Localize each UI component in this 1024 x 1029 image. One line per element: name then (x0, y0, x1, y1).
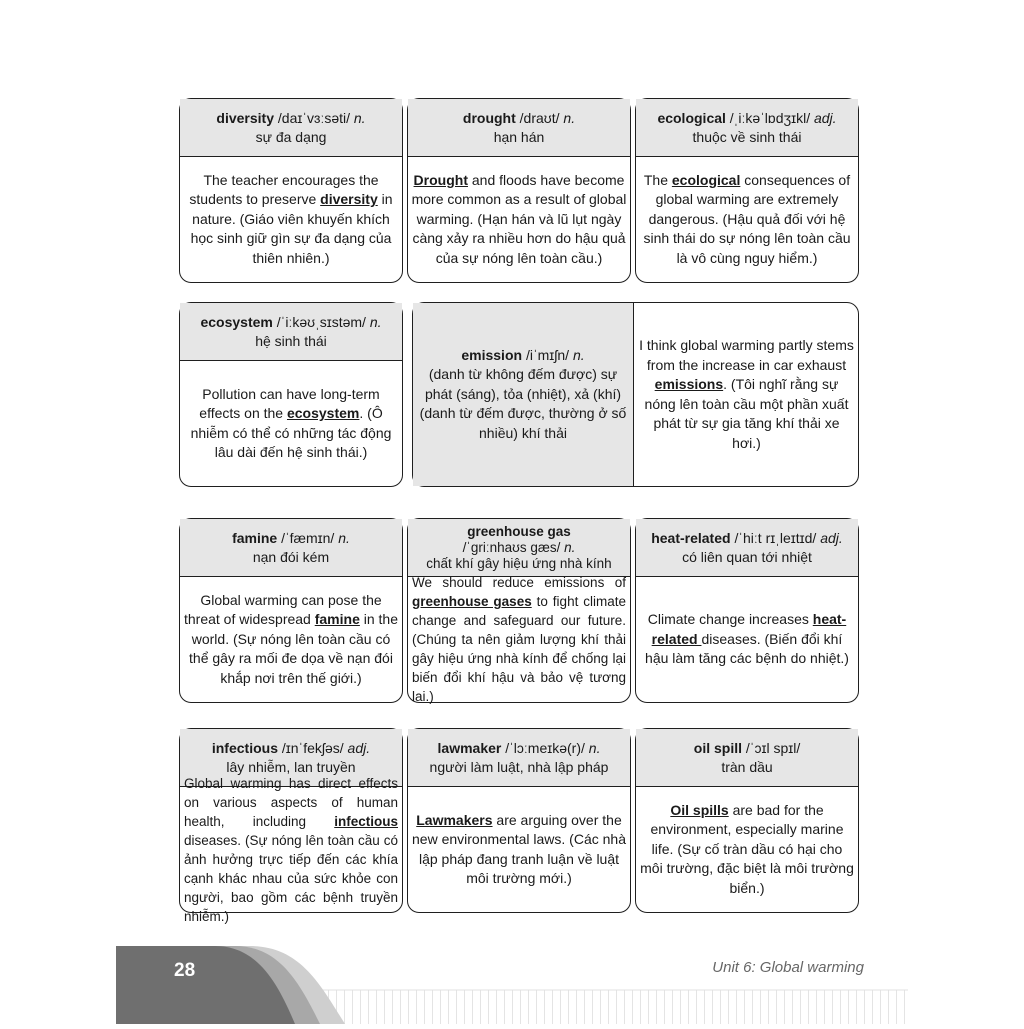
vocab-card-diversity (179, 98, 403, 283)
vocab-card-ecosystem (179, 302, 403, 487)
part-of-speech: adj. (347, 739, 371, 756)
phonetic: /ˈhiːt rɪˌleɪtɪd/ (730, 529, 821, 546)
phonetic: /ˈɡriːnhaʊs ɡæs/ (462, 539, 565, 555)
card-header (408, 729, 630, 787)
vocab-card-emission (412, 302, 859, 487)
example-sentence: Drought and floods have become more common as a result of global warming. (Hạn hán và lũ lụt ngày càng xảy ra nhiều hơn do hậu quả của sự nóng lên toàn cầu.) (411, 171, 627, 266)
card-header (180, 99, 402, 157)
meaning: thuộc về sinh thái (692, 128, 802, 145)
phonetic: /ˈlɔːmeɪkə(r)/ (501, 739, 589, 756)
part-of-speech: n. (563, 109, 576, 126)
vocab-card-heat-related (635, 518, 859, 703)
phonetic: /iˈmɪʃn/ (522, 346, 573, 363)
vocab-word: ecosystem (200, 313, 273, 330)
example-sentence: Pollution can have long-term effects on the ecosystem. (Ô nhiễm có thể có những tác động lâu dài đến hệ sinh thái.) (190, 385, 392, 460)
meaning: người làm luật, nhà lập pháp (429, 758, 609, 775)
part-of-speech: n. (572, 346, 585, 363)
example-sentence: Oil spills are bad for the environment, especially marine life. (Sự cố tràn dầu có hại cho môi trường, đặc biệt là môi trường biển.) (640, 801, 854, 896)
keyword: Drought (413, 171, 468, 188)
keyword: ecological (671, 171, 741, 188)
meaning: nạn đói kém (252, 548, 330, 565)
meaning: hạn hán (493, 128, 545, 145)
meaning: hệ sinh thái (255, 332, 327, 349)
keyword: greenhouse gases (412, 594, 532, 609)
vocab-word: drought (462, 109, 516, 126)
card-header (180, 303, 402, 361)
vocab-word: famine (232, 529, 278, 546)
card-header (408, 519, 630, 577)
meaning: (danh từ không đếm được) sự phát (sáng), tỏa (nhiệt), xả (khí) (danh từ đếm được, thường ở số nhiều) khí thải (419, 366, 627, 441)
example-sentence: The ecological consequences of global warming are extremely dangerous. (Hậu quả đối với hệ sinh thái do sự nóng lên toàn cầu là vô cùng nguy hiểm.) (643, 171, 851, 266)
card-header (180, 519, 402, 577)
phonetic: /ˌiːkəˈlɒdʒɪkl/ (725, 109, 814, 126)
example-sentence: Global warming can pose the threat of widespread famine in the world. (Sự nóng lên toàn cầu có thể gây ra mối đe dọa về nạn đói khắp nơi trên thế giới.) (183, 591, 398, 686)
example-sentence: Global warming has direct effects on various aspects of human health, including infectious diseases. (Sự nóng lên toàn cầu có ảnh hưởng trực tiếp đến các khía cạnh khác nhau của sức khỏe con người, bao gồm các bệnh truyền nhiễm.) (184, 775, 398, 924)
vocab-card-ecological (635, 98, 859, 283)
phonetic: /ˈɔɪl spɪl/ (742, 739, 801, 756)
phonetic: /daɪˈvɜːsəti/ (274, 109, 354, 126)
keyword: heat-related (651, 611, 847, 647)
page-number: 28 (174, 960, 196, 981)
keyword: emissions (654, 376, 724, 392)
keyword: diversity (320, 191, 378, 208)
part-of-speech: n. (588, 739, 601, 756)
keyword: famine (314, 611, 360, 628)
keyword: Oil spills (670, 801, 729, 818)
meaning: có liên quan tới nhiệt (682, 548, 812, 565)
example-sentence: We should reduce emissions of greenhouse gases to fight climate change and safeguard our future. (Chúng ta nên giảm lượng khí thải gây hiệu ứng nhà kính để chống lại biến đổi khí hậu và bảo vệ tương lai.) (412, 575, 626, 704)
part-of-speech: n. (338, 529, 350, 546)
example-sentence: Climate change increases heat-related diseases. (Biến đổi khí hậu làm tăng các bệnh do nhiệt.) (645, 611, 849, 667)
part-of-speech: adj. (820, 529, 843, 546)
card-header (408, 99, 630, 157)
vocab-card-oil-spill (635, 728, 859, 913)
card-header (636, 99, 858, 157)
vocab-card-drought (407, 98, 631, 283)
phonetic: /draʊt/ (515, 109, 564, 126)
vocab-word: greenhouse gas (467, 523, 571, 539)
example-sentence: The teacher encourages the students to preserve diversity in nature. (Giáo viên khuyến khích học sinh giữ gìn sự đa dạng của thiên nhiên.) (189, 171, 393, 266)
card-header (413, 303, 634, 486)
meaning: chất khí gây hiệu ứng nhà kính (426, 555, 612, 571)
vocab-card-greenhouse-gas (407, 518, 631, 703)
part-of-speech: n. (369, 313, 382, 330)
phonetic: /ɪnˈfekʃəs/ (277, 739, 348, 756)
vocab-word: heat-related (651, 529, 731, 546)
vocab-word: infectious (211, 739, 278, 756)
vocab-word: ecological (657, 109, 726, 126)
vocab-word: oil spill (693, 739, 743, 756)
vocab-word: emission (461, 346, 523, 363)
part-of-speech: adj. (813, 109, 837, 126)
vocab-word: diversity (216, 109, 275, 126)
vocab-word: lawmaker (437, 739, 502, 756)
phonetic: /ˈfæmɪn/ (277, 529, 339, 546)
keyword: ecosystem (286, 405, 360, 421)
footer-decoration (0, 944, 1024, 1024)
part-of-speech: n. (564, 539, 576, 555)
example-sentence: I think global warming partly stems from the increase in car exhaust emissions. (Tôi nghĩ rằng sự nóng lên toàn cầu một phần xuất phát từ sự gia tăng khí thải xe hơi.) (639, 337, 854, 451)
phonetic: /ˈiːkəʊˌsɪstəm/ (272, 313, 370, 330)
keyword: Lawmakers (416, 811, 493, 828)
vocab-card-infectious (179, 728, 403, 924)
vocab-card-famine (179, 518, 403, 703)
page-footer (0, 944, 1024, 1024)
meaning: tràn dầu (721, 758, 773, 775)
meaning: sự đa dạng (255, 128, 327, 145)
card-header (636, 729, 858, 787)
vocab-card-lawmaker (407, 728, 631, 913)
card-header (636, 519, 858, 577)
keyword: infectious (334, 813, 398, 829)
unit-title: Unit 6: Global warming (712, 959, 864, 976)
example-sentence: Lawmakers are arguing over the new environmental laws. (Các nhà lập pháp đang tranh luận về luật môi trường mới.) (412, 811, 626, 886)
meaning: lây nhiễm, lan truyền (226, 758, 356, 775)
part-of-speech: n. (353, 109, 366, 126)
